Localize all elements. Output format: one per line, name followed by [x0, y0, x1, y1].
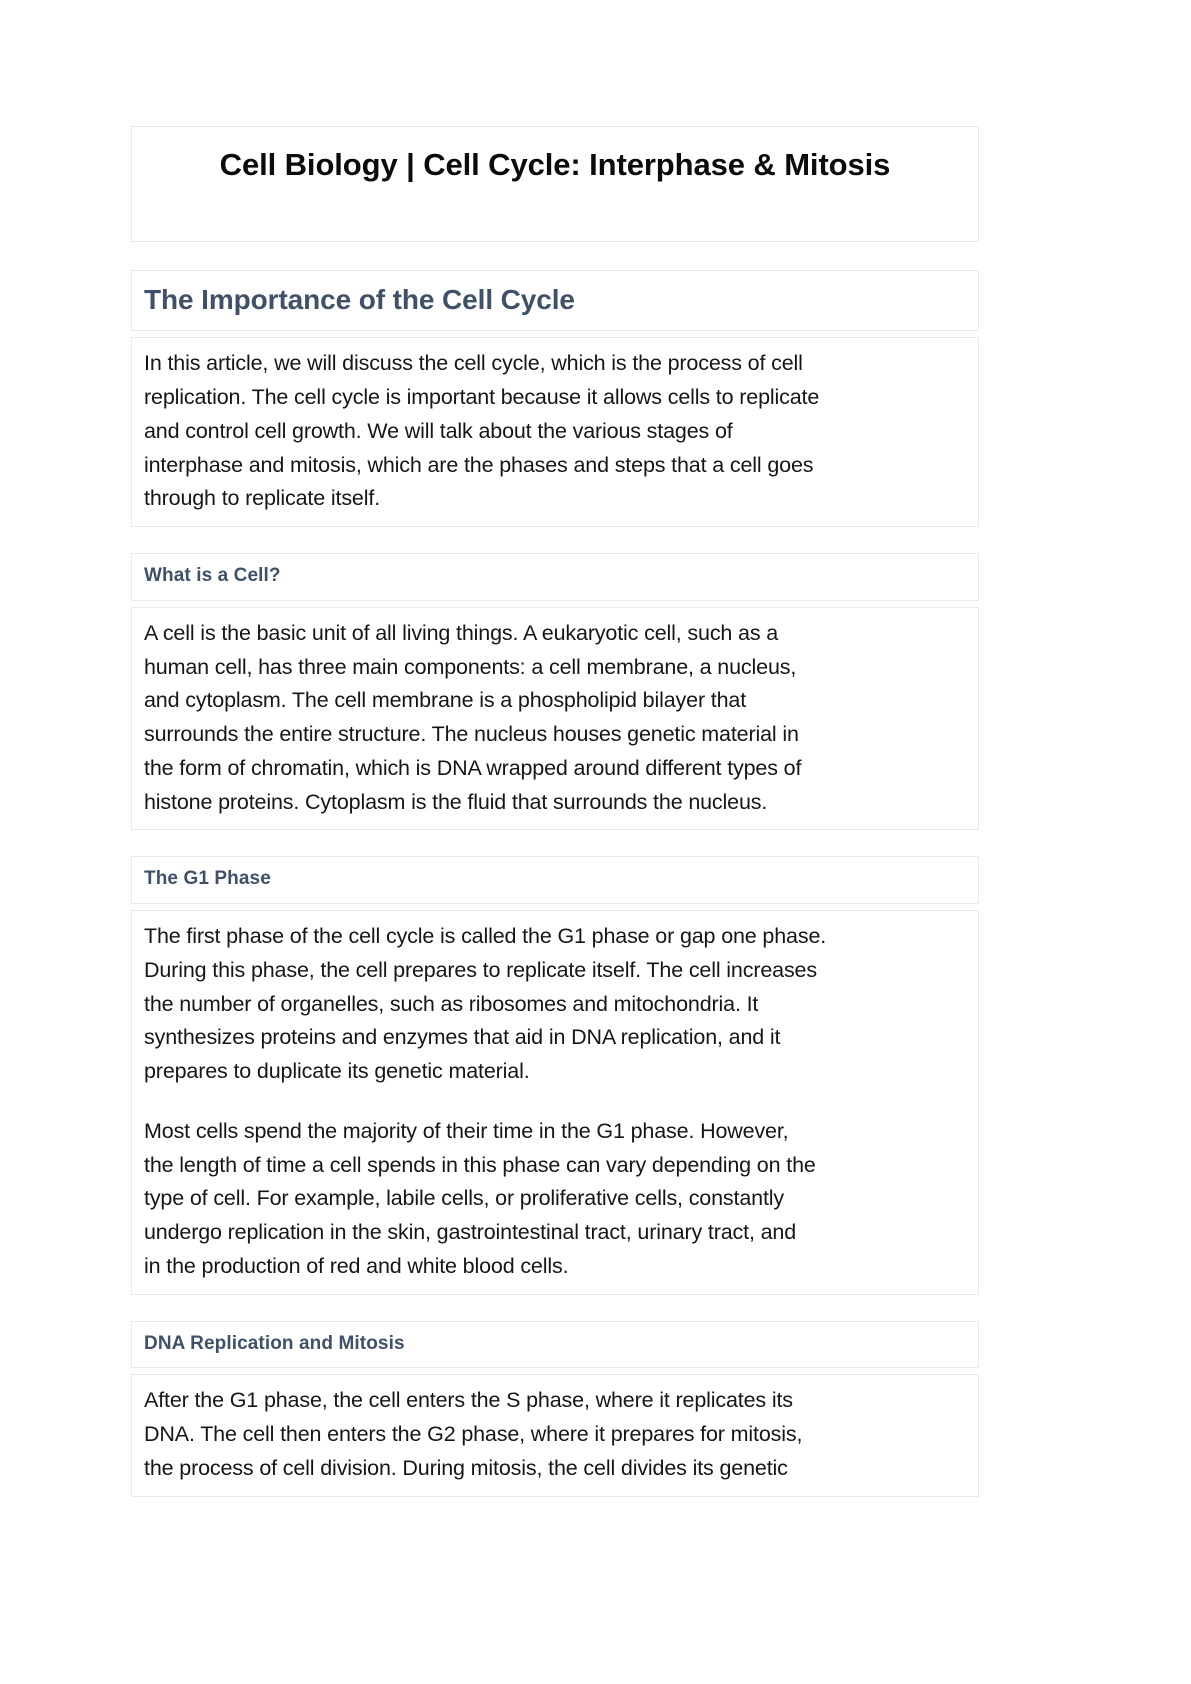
paragraph — [144, 617, 966, 820]
section-body-block-g1-phase — [131, 910, 979, 1295]
paragraph-line: human cell, has three main components: a cell membrane, a nucleus, — [144, 654, 797, 679]
document-title-block — [131, 126, 979, 242]
paragraph-line: the length of time a cell spends in this phase can vary depending on the — [144, 1152, 816, 1177]
paragraph-line: surrounds the entire structure. The nucleus houses genetic material in — [144, 722, 799, 747]
paragraph-line: the form of chromatin, which is DNA wrapped around different types of — [144, 755, 802, 780]
paragraph-line: the process of cell division. During mitosis, the cell divides its genetic — [144, 1455, 788, 1480]
paragraph-line: in the production of red and white blood cells. — [144, 1253, 569, 1278]
paragraph-line: synthesizes proteins and enzymes that aid in DNA replication, and it — [144, 1025, 781, 1050]
paragraph — [144, 1115, 966, 1284]
paragraph-line: type of cell. For example, labile cells, or proliferative cells, constantly — [144, 1186, 784, 1211]
paragraph-line: through to replicate itself. — [144, 486, 381, 511]
paragraph-line: undergo replication in the skin, gastrointestinal tract, urinary tract, and — [144, 1220, 797, 1245]
spacer — [131, 1295, 979, 1321]
section-heading-g1-phase: The G1 Phase — [144, 868, 271, 890]
section-body-block-what-is-a-cell — [131, 607, 979, 831]
paragraph-line: histone proteins. Cytoplasm is the fluid that surrounds the nucleus. — [144, 789, 768, 814]
section-heading-block-what-is-a-cell — [131, 553, 979, 601]
paragraph-line: Most cells spend the majority of their time in the G1 phase. However, — [144, 1118, 789, 1143]
paragraph-line: and control cell growth. We will talk about the various stages of — [144, 418, 733, 443]
section-heading-importance: The Importance of the Cell Cycle — [144, 283, 575, 315]
paragraph-line: the number of organelles, such as ribosomes and mitochondria. It — [144, 991, 759, 1016]
paragraph-line: A cell is the basic unit of all living things. A eukaryotic cell, such as a — [144, 620, 779, 645]
paragraph — [144, 347, 966, 516]
paragraph — [144, 1384, 966, 1485]
spacer — [131, 527, 979, 553]
paragraph-line: prepares to duplicate its genetic material. — [144, 1059, 530, 1084]
section-heading-block-importance — [131, 270, 979, 332]
paragraph-line: replication. The cell cycle is important because it allows cells to replicate — [144, 385, 820, 410]
document-content — [131, 126, 979, 1497]
paragraph-line: The first phase of the cell cycle is called the G1 phase or gap one phase. — [144, 924, 827, 949]
paragraph-line: interphase and mitosis, which are the phases and steps that a cell goes — [144, 452, 814, 477]
section-body-block-importance — [131, 337, 979, 527]
paragraph-line: DNA. The cell then enters the G2 phase, where it prepares for mitosis, — [144, 1422, 803, 1447]
section-heading-block-dna-replication — [131, 1321, 979, 1369]
paragraph-line: During this phase, the cell prepares to replicate itself. The cell increases — [144, 957, 817, 982]
section-heading-what-is-a-cell: What is a Cell? — [144, 565, 281, 587]
section-body-block-dna-replication — [131, 1374, 979, 1496]
section-heading-dna-replication: DNA Replication and Mitosis — [144, 1332, 405, 1354]
paragraph-line: After the G1 phase, the cell enters the S phase, where it replicates its — [144, 1388, 793, 1413]
paragraph-line: and cytoplasm. The cell membrane is a phospholipid bilayer that — [144, 688, 747, 713]
paragraph-line: In this article, we will discuss the cell cycle, which is the process of cell — [144, 351, 803, 376]
section-heading-block-g1-phase — [131, 856, 979, 904]
spacer — [131, 830, 979, 856]
page-title: Cell Biology | Cell Cycle: Interphase & Mitosis — [219, 147, 891, 182]
paragraph — [144, 920, 966, 1089]
